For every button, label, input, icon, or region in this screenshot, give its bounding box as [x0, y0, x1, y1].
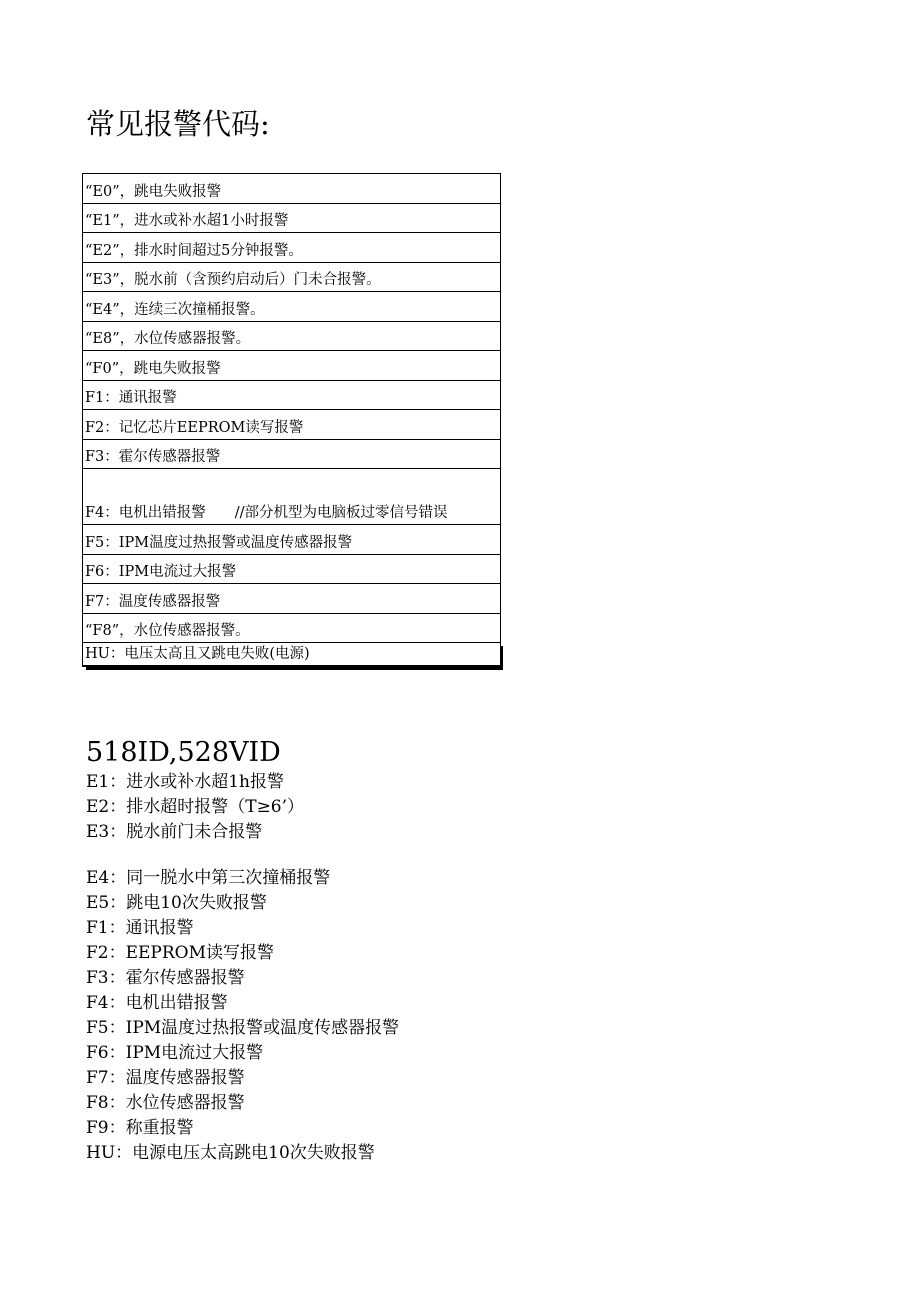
list-item: F8：水位传感器报警 — [86, 1093, 245, 1113]
list-item: E5：跳电10次失败报警 — [86, 893, 267, 913]
list-item: E3：脱水前门未合报警 — [86, 822, 263, 842]
table-row: “F0”，跳电失败报警 — [83, 351, 500, 381]
model-alarm-list — [86, 770, 399, 1166]
list-item: F9：称重报警 — [86, 1118, 194, 1138]
table-row: F7：温度传感器报警 — [83, 584, 500, 614]
table-row: “E0”，跳电失败报警 — [83, 174, 500, 204]
table-row: “E4”，连续三次撞桶报警。 — [83, 292, 500, 322]
list-item: F3：霍尔传感器报警 — [86, 968, 245, 988]
table-row: F5：IPM温度过热报警或温度传感器报警 — [83, 525, 500, 555]
model-section-title: 518ID,528VID — [86, 737, 281, 768]
table-row: HU：电压太高且又跳电失败(电源) — [83, 643, 500, 667]
table-row: F3：霍尔传感器报警 — [83, 440, 500, 470]
table-row: F1：通讯报警 — [83, 381, 500, 411]
list-item: E1：进水或补水超1h报警 — [86, 772, 284, 792]
list-item: F2：EEPROM读写报警 — [86, 943, 275, 963]
list-item: E4：同一脱水中第三次撞桶报警 — [86, 868, 331, 888]
table-row: “E8”，水位传感器报警。 — [83, 322, 500, 352]
table-row: “E3”，脱水前（含预约启动后）门未合报警。 — [83, 263, 500, 293]
page-title: 常见报警代码: — [86, 107, 270, 141]
table-row: F4：电机出错报警 //部分机型为电脑板过零信号错误 — [83, 469, 500, 525]
table-row: F2：记忆芯片EEPROM读写报警 — [83, 410, 500, 440]
table-row: “E1”，进水或补水超1小时报警 — [83, 204, 500, 234]
list-item: HU：电源电压太高跳电10次失败报警 — [86, 1143, 375, 1163]
list-spacer — [86, 845, 399, 866]
list-item: F6：IPM电流过大报警 — [86, 1043, 264, 1063]
list-item: F5：IPM温度过热报警或温度传感器报警 — [86, 1018, 400, 1038]
table-row: “E2”，排水时间超过5分钟报警。 — [83, 233, 500, 263]
alarm-code-table — [82, 173, 501, 667]
table-row: “F8”，水位传感器报警。 — [83, 614, 500, 644]
table-row: F6：IPM电流过大报警 — [83, 555, 500, 585]
list-item: E2：排水超时报警（T≥6’） — [86, 797, 305, 817]
list-item: F1：通讯报警 — [86, 918, 194, 938]
list-item: F7：温度传感器报警 — [86, 1068, 245, 1088]
list-item: F4：电机出错报警 — [86, 993, 228, 1013]
